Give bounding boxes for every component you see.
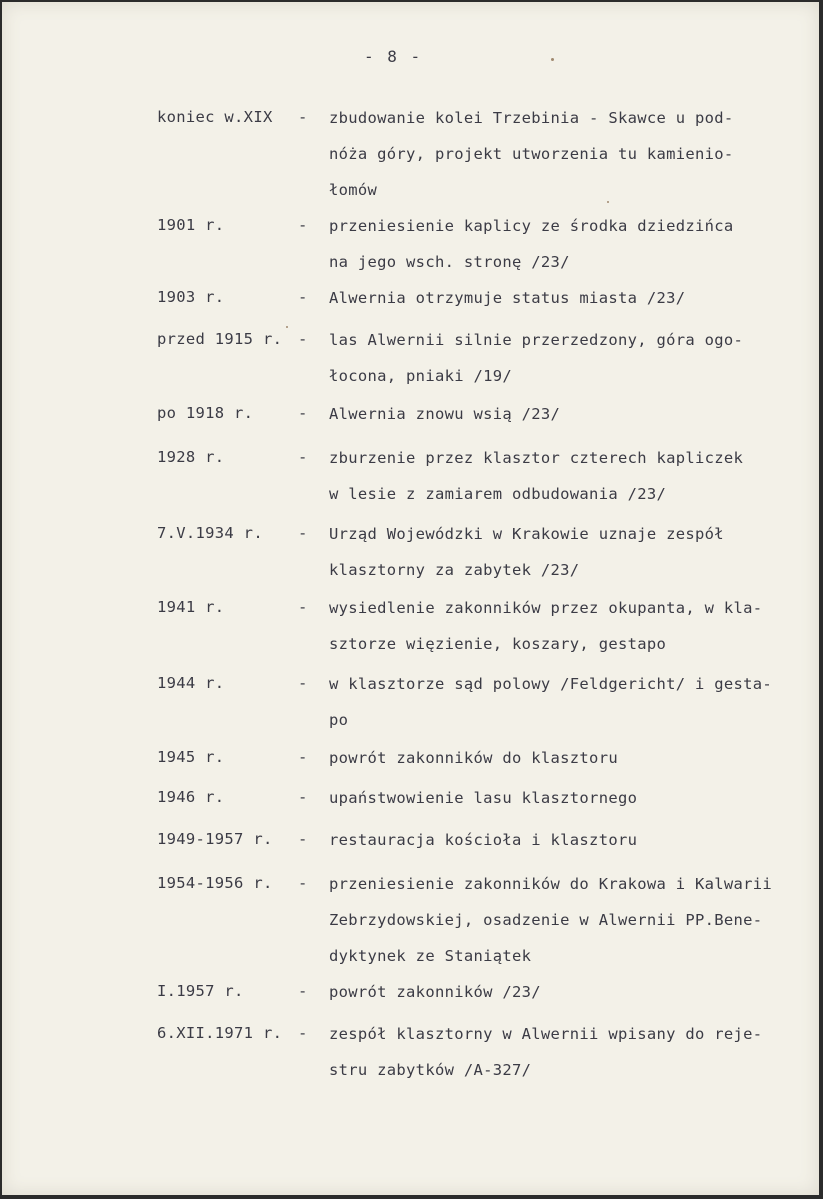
description-line: łomów xyxy=(329,181,378,199)
description-line: po xyxy=(329,711,349,729)
entry-description xyxy=(329,108,799,216)
description-line: łocona, pniaki /19/ xyxy=(329,367,513,385)
paper-speck xyxy=(286,326,288,328)
entry-dash: - xyxy=(298,448,308,466)
description-line: Alwernia otrzymuje status miasta /23/ xyxy=(329,289,686,307)
entry-description xyxy=(329,404,799,440)
entry-date: przed 1915 r. xyxy=(157,330,283,348)
entry-dash: - xyxy=(298,1024,308,1042)
entry-description xyxy=(329,748,799,784)
description-line: sztorze więzienie, koszary, gestapo xyxy=(329,635,667,653)
description-line: na jego wsch. stronę /23/ xyxy=(329,253,570,271)
entry-description xyxy=(329,874,799,982)
entry-date: 1944 r. xyxy=(157,674,225,692)
entry-date: 1945 r. xyxy=(157,748,225,766)
entry-description xyxy=(329,598,799,670)
entry-description xyxy=(329,448,799,520)
entry-dash: - xyxy=(298,288,308,306)
description-line: powrót zakonników /23/ xyxy=(329,983,541,1001)
entry-date: 7.V.1934 r. xyxy=(157,524,263,542)
description-line: las Alwernii silnie przerzedzony, góra ogo- xyxy=(329,331,744,349)
entry-description xyxy=(329,788,799,824)
entry-dash: - xyxy=(298,674,308,692)
entry-description xyxy=(329,1024,799,1096)
description-line: powrót zakonników do klasztoru xyxy=(329,749,618,767)
description-line: zbudowanie kolei Trzebinia - Skawce u pod- xyxy=(329,109,734,127)
entry-date: 1954-1956 r. xyxy=(157,874,273,892)
description-line: Alwernia znowu wsią /23/ xyxy=(329,405,561,423)
description-line: przeniesienie zakonników do Krakowa i Kalwarii xyxy=(329,875,773,893)
description-line: upaństwowienie lasu klasztornego xyxy=(329,789,638,807)
entry-description xyxy=(329,982,799,1018)
entry-dash: - xyxy=(298,982,308,1000)
entry-dash: - xyxy=(298,404,308,422)
page-number: - 8 - xyxy=(364,47,423,66)
entry-description xyxy=(329,830,799,866)
description-line: zespół klasztorny w Alwernii wpisany do reje- xyxy=(329,1025,763,1043)
entry-dash: - xyxy=(298,108,308,126)
entry-date: 1941 r. xyxy=(157,598,225,616)
entry-date: 1949-1957 r. xyxy=(157,830,273,848)
description-line: w lesie z zamiarem odbudowania /23/ xyxy=(329,485,667,503)
entry-date: I.1957 r. xyxy=(157,982,244,1000)
description-line: stru zabytków /A-327/ xyxy=(329,1061,532,1079)
entry-date: 6.XII.1971 r. xyxy=(157,1024,283,1042)
entry-date: 1928 r. xyxy=(157,448,225,466)
entry-dash: - xyxy=(298,330,308,348)
paper-speck xyxy=(551,58,554,61)
description-line: zburzenie przez klasztor czterech kapliczek xyxy=(329,449,744,467)
entry-date: 1946 r. xyxy=(157,788,225,806)
document-page xyxy=(2,2,819,1195)
entry-description xyxy=(329,216,799,288)
entry-dash: - xyxy=(298,830,308,848)
entry-date: 1903 r. xyxy=(157,288,225,306)
description-line: dyktynek ze Staniątek xyxy=(329,947,532,965)
entry-dash: - xyxy=(298,748,308,766)
entry-date: 1901 r. xyxy=(157,216,225,234)
entry-dash: - xyxy=(298,788,308,806)
entry-dash: - xyxy=(298,874,308,892)
description-line: klasztorny za zabytek /23/ xyxy=(329,561,580,579)
entry-description xyxy=(329,524,799,596)
entry-description xyxy=(329,674,799,746)
description-line: Urząd Wojewódzki w Krakowie uznaje zespół xyxy=(329,525,724,543)
description-line: przeniesienie kaplicy ze środka dziedzińca xyxy=(329,217,734,235)
entry-date: koniec w.XIX xyxy=(157,108,273,126)
entry-date: po 1918 r. xyxy=(157,404,254,422)
entry-dash: - xyxy=(298,216,308,234)
entry-description xyxy=(329,330,799,402)
entry-dash: - xyxy=(298,598,308,616)
description-line: wysiedlenie zakonników przez okupanta, w kla- xyxy=(329,599,763,617)
description-line: w klasztorze sąd polowy /Feldgericht/ i gesta- xyxy=(329,675,773,693)
entry-description xyxy=(329,288,799,324)
entry-dash: - xyxy=(298,524,308,542)
description-line: nóża góry, projekt utworzenia tu kamienio- xyxy=(329,145,734,163)
description-line: Zebrzydowskiej, osadzenie w Alwernii PP.Bene- xyxy=(329,911,763,929)
description-line: restauracja kościoła i klasztoru xyxy=(329,831,638,849)
